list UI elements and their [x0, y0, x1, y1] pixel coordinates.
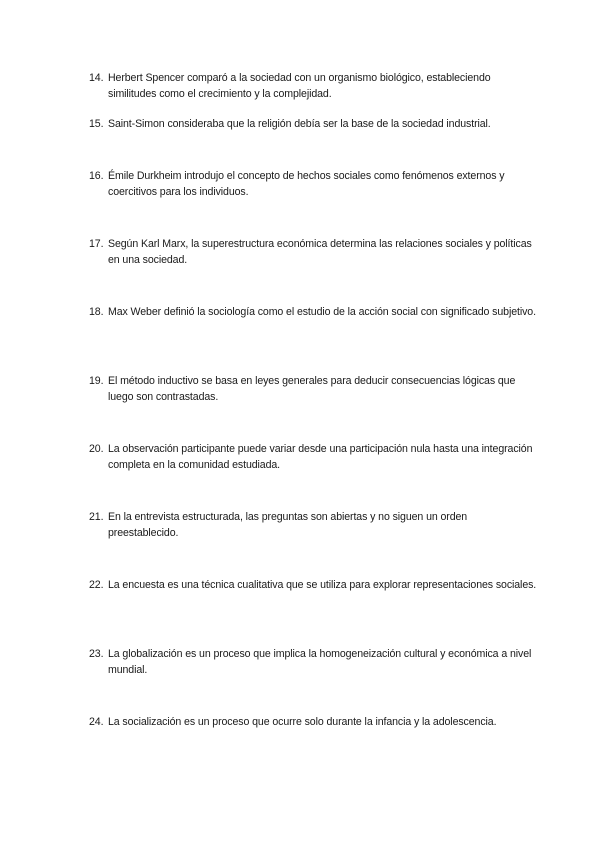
item-number: 18.	[89, 306, 104, 318]
list-item	[89, 236, 539, 268]
item-text: La globalización es un proceso que implica la homogeneización cultural y económica a nivel mundial.	[108, 648, 532, 676]
item-text: La encuesta es una técnica cualitativa que se utiliza para explorar representaciones sociales.	[108, 579, 537, 591]
item-text: La observación participante puede variar desde una participación nula hasta una integración completa en la comunidad estudiada.	[108, 443, 533, 471]
item-text: Émile Durkheim introdujo el concepto de hechos sociales como fenómenos externos y coercitivos para los individuos.	[108, 170, 505, 198]
item-number: 14.	[89, 72, 104, 84]
item-text: Herbert Spencer comparó a la sociedad con un organismo biológico, estableciendo similitudes como el crecimiento y la complejidad.	[108, 72, 491, 100]
item-number: 21.	[89, 511, 104, 523]
list-item	[89, 646, 539, 678]
item-text: La socialización es un proceso que ocurre solo durante la infancia y la adolescencia.	[108, 716, 497, 728]
list-item	[89, 441, 539, 473]
item-text: Saint-Simon consideraba que la religión debía ser la base de la sociedad industrial.	[108, 118, 491, 130]
list-item	[89, 714, 539, 730]
item-number: 24.	[89, 716, 104, 728]
item-text: Según Karl Marx, la superestructura económica determina las relaciones sociales y políticas en una sociedad.	[108, 238, 532, 266]
list-item	[89, 304, 539, 320]
item-number: 20.	[89, 443, 104, 455]
list-item	[89, 70, 539, 102]
list-item	[89, 168, 539, 200]
item-number: 16.	[89, 170, 104, 182]
list-item	[89, 116, 539, 132]
item-text: El método inductivo se basa en leyes generales para deducir consecuencias lógicas que luego son contrastadas.	[108, 375, 516, 403]
list-item	[89, 373, 539, 405]
list-item	[89, 577, 539, 593]
list-item	[89, 509, 539, 541]
item-number: 15.	[89, 118, 104, 130]
item-number: 23.	[89, 648, 104, 660]
item-number: 22.	[89, 579, 104, 591]
item-number: 19.	[89, 375, 104, 387]
item-text: En la entrevista estructurada, las preguntas son abiertas y no siguen un orden preestablecido.	[108, 511, 468, 539]
item-text: Max Weber definió la sociología como el estudio de la acción social con significado subjetivo.	[108, 306, 536, 318]
item-number: 17.	[89, 238, 104, 250]
